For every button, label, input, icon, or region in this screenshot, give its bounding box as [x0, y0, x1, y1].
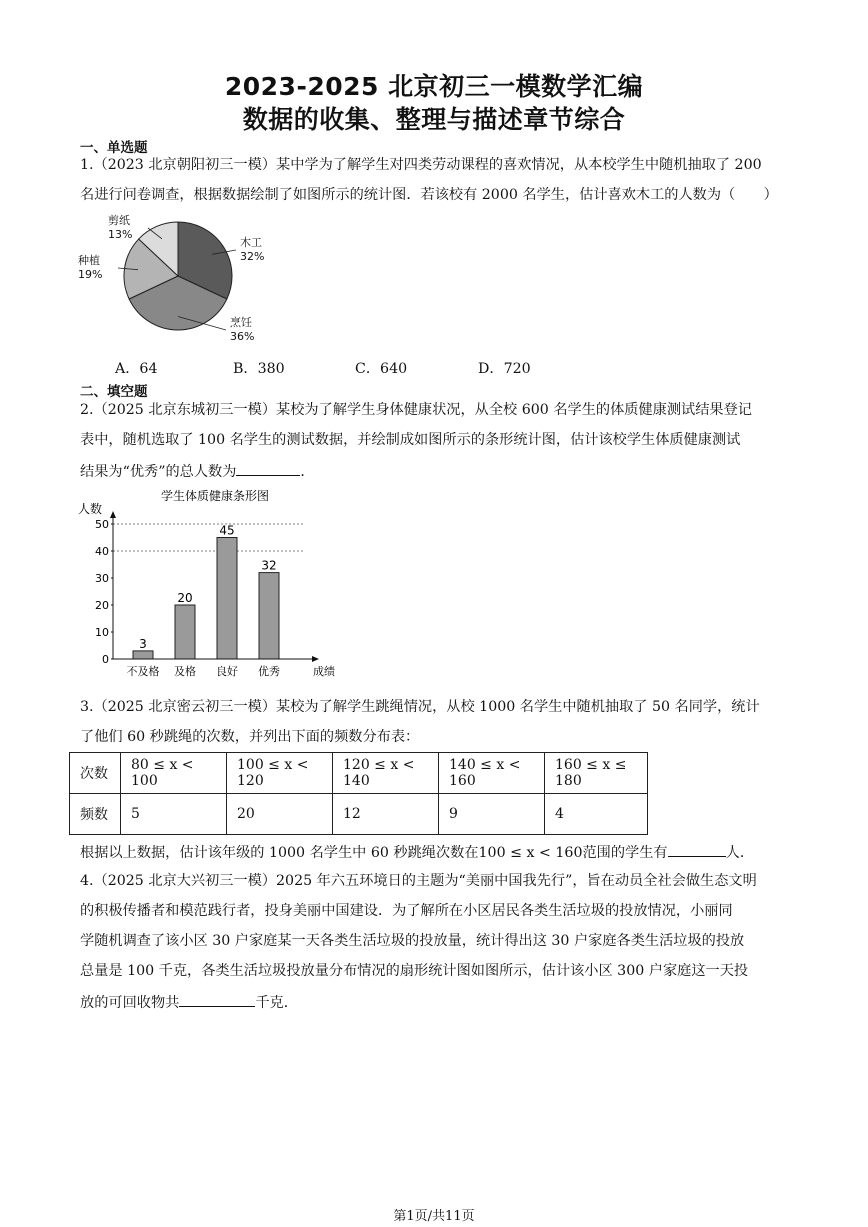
table-cell: 9 [439, 794, 545, 835]
bar-gridlines [113, 524, 305, 551]
pie-label-name: 剪纸 [108, 214, 130, 227]
bar-chart [75, 485, 345, 685]
page-title: 2023-2025 北京初三一模数学汇编 [224, 72, 644, 101]
pie-label-value: 32% [240, 250, 265, 263]
pie-label-value: 19% [78, 268, 103, 281]
q2-text-line1: 2.（2025 北京东城初三一模）某校为了解学生身体健康状况，从全校 600 名学生的体质健康测试结果登记 [80, 402, 752, 418]
x-tick-label: 优秀 [258, 665, 280, 678]
q1-option-d[interactable]: D．720 [478, 361, 531, 377]
q4-text-line3: 学随机调查了该小区 30 户家庭某一天各类生活垃圾的投放量，统计得出这 30 户家庭各类生活垃圾的投放 [80, 933, 745, 949]
pie-label-value: 36% [230, 330, 255, 343]
table-cell: 120 ≤ x < 140 [333, 753, 439, 794]
q3-text-line2: 了他们 60 秒跳绳的次数，并列出下面的频数分布表： [80, 729, 420, 745]
bar-2 [175, 605, 195, 659]
bar-3 [217, 538, 237, 660]
q3-text-after-end: 人． [725, 845, 755, 861]
bar-yticks [95, 518, 113, 666]
table-row [70, 794, 648, 835]
bar-chart-ylabel: 人数 [78, 502, 103, 516]
q4-text-line1: 4.（2025 北京大兴初三一模）2025 年六五环境日的主题为“美丽中国我先行”，旨在动员全社会做生态文明 [80, 873, 757, 889]
q3-answer-blank[interactable] [668, 840, 726, 857]
q4-text-line5-end: 千克． [255, 995, 298, 1011]
q3-text-after [80, 840, 754, 862]
bar-data-label: 20 [177, 591, 193, 605]
table-cell: 12 [333, 794, 439, 835]
q4-text-line5 [80, 990, 298, 1012]
x-tick-label: 及格 [174, 665, 196, 678]
x-axis-arrow [312, 656, 319, 662]
bar-chart-xlabel: 成绩 [313, 665, 335, 678]
bar-1 [133, 651, 153, 659]
pie-label-name: 种植 [78, 254, 100, 267]
table-cell: 5 [121, 794, 227, 835]
bar-data-label: 3 [139, 636, 147, 651]
section-heading-fill-blank: 二、填空题 [80, 384, 148, 400]
q3-text-line1: 3.（2025 北京密云初三一模）某校为了解学生跳绳情况，从校 1000 名学生中随机抽取了 50 名同学，统计 [80, 699, 760, 715]
bar-data-label: 45 [219, 523, 235, 538]
table-cell: 160 ≤ x ≤ 180 [545, 753, 648, 794]
q1-option-b[interactable]: B．380 [233, 361, 285, 377]
x-tick-label: 良好 [216, 665, 238, 678]
q1-text-line1: 1.（2023 北京朝阳初三一模）某中学为了解学生对四类劳动课程的喜欢情况，从本校学生中随机抽取了 200 [80, 157, 762, 173]
pie-label-name: 木工 [240, 236, 262, 249]
bar-chart-title: 学生体质健康条形图 [160, 489, 270, 503]
y-tick-label: 40 [95, 545, 109, 558]
table-cell: 频数 [70, 794, 121, 835]
bar-data-label: 32 [261, 558, 277, 573]
q2-text-line3-end: ． [300, 464, 315, 480]
q2-text-line2: 表中，随机选取了 100 名学生的测试数据，并绘制成如图所示的条形统计图，估计该校学生体质健康测试 [80, 432, 741, 448]
page-subtitle: 数据的收集、整理与描述章节综合 [242, 105, 626, 134]
q4-text-line2: 的积极传播者和模范践行者，投身美丽中国建设．为了解所在小区居民各类生活垃圾的投放情况，小丽同 [80, 903, 733, 919]
bar-xlabels [127, 664, 281, 678]
q4-answer-blank[interactable] [179, 990, 255, 1007]
pie-chart [70, 208, 300, 353]
table-cell: 4 [545, 794, 648, 835]
table-cell: 次数 [70, 753, 121, 794]
bar-4 [259, 573, 279, 659]
y-tick-label: 50 [95, 518, 109, 531]
table-cell: 140 ≤ x < 160 [439, 753, 545, 794]
q2-text-line3 [80, 459, 315, 481]
q2-answer-blank[interactable] [236, 459, 300, 476]
frequency-table [69, 752, 648, 835]
q1-option-c[interactable]: C．640 [355, 361, 408, 377]
y-tick-label: 30 [95, 572, 109, 585]
y-axis-arrow [110, 511, 116, 518]
y-tick-label: 20 [95, 599, 109, 612]
y-tick-label: 10 [95, 626, 109, 639]
page-footer: 第1页/共11页 [393, 1209, 475, 1224]
x-tick-label: 不及格 [126, 665, 160, 678]
q1-option-a[interactable]: A．64 [115, 361, 158, 377]
pie-label-value: 13% [108, 228, 133, 241]
table-cell: 20 [227, 794, 333, 835]
y-tick-label: 0 [102, 653, 109, 666]
q2-text-line3-start: 结果为“优秀”的总人数为 [80, 464, 237, 480]
bar-bars [133, 524, 279, 660]
q4-text-line5-start: 放的可回收物共 [80, 995, 180, 1011]
q1-text-line2: 名进行问卷调查，根据数据绘制了如图所示的统计图．若该校有 2000 名学生，估计喜欢木工的人数为（ ） [80, 187, 778, 203]
q3-text-after-start: 根据以上数据，估计该年级的 1000 名学生中 60 秒跳绳次数在100 ≤ x < 160范围的学生有 [80, 845, 668, 861]
table-cell: 80 ≤ x < 100 [121, 753, 227, 794]
table-row [70, 753, 648, 794]
table-cell: 100 ≤ x < 120 [227, 753, 333, 794]
pie-slices [124, 222, 232, 330]
q4-text-line4: 总量是 100 千克，各类生活垃圾投放量分布情况的扇形统计图如图所示，估计该小区 300 户家庭这一天投 [80, 963, 749, 979]
section-heading-single-choice: 一、单选题 [80, 140, 148, 156]
pie-label-name: 烹饪 [230, 316, 252, 329]
